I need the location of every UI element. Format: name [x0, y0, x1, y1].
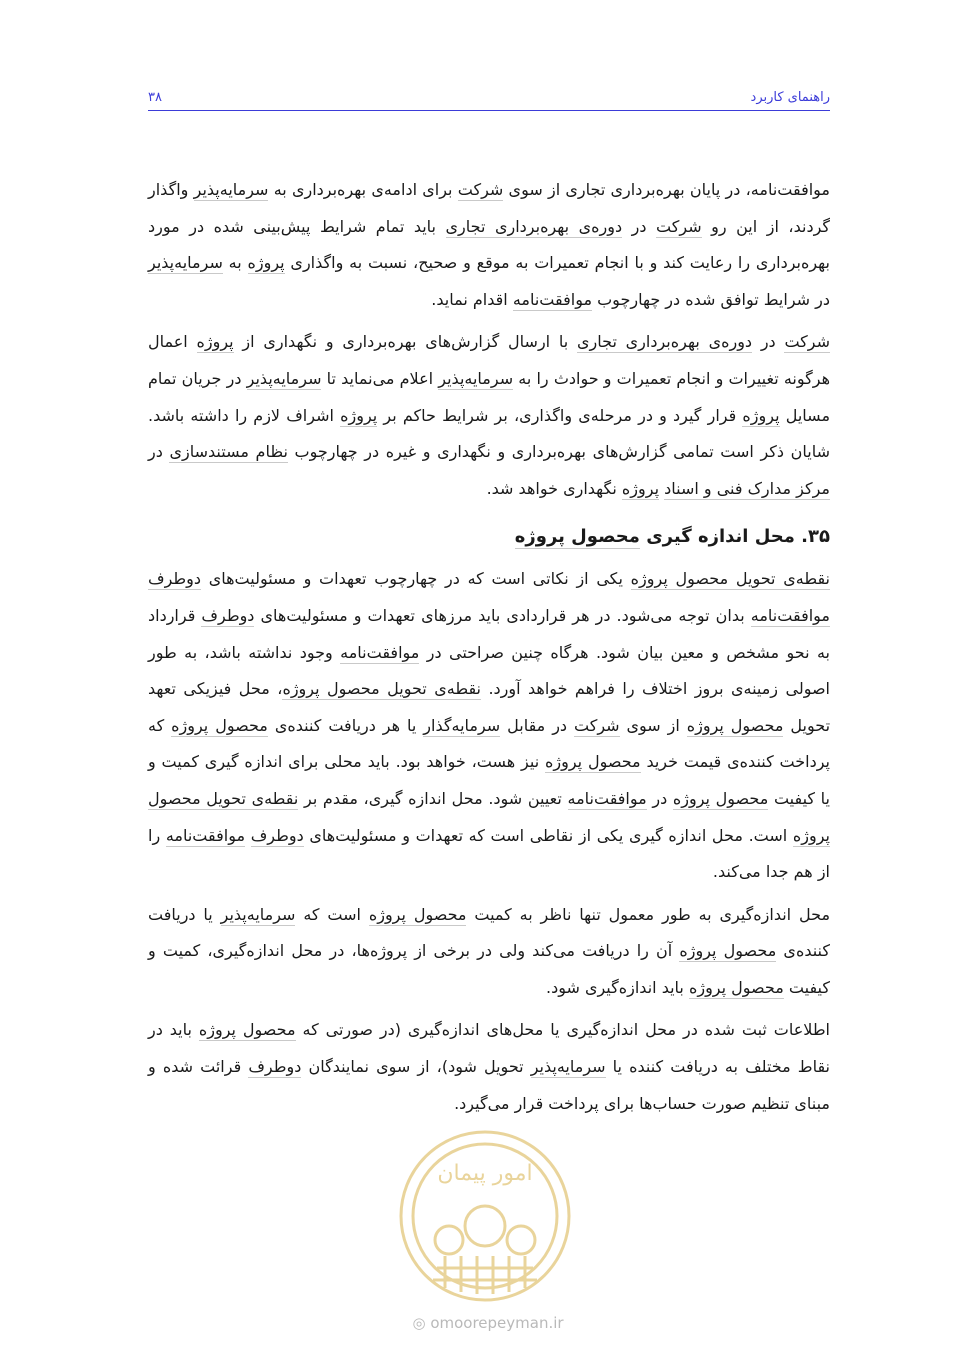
- term-link[interactable]: محصول پروژه: [514, 526, 640, 548]
- page-header: [148, 84, 830, 111]
- header-title: راهنمای کاربرد: [750, 89, 830, 105]
- watermark-site-url: ◎ omoorepeyman.ir: [412, 1314, 564, 1332]
- term-link[interactable]: سرمایه‌پذیر: [148, 253, 223, 273]
- term-link[interactable]: محصول پروژه: [688, 977, 784, 997]
- globe-icon: ◎: [412, 1314, 426, 1332]
- section-heading: ۳۵. محل اندازه گیری محصول پروژه: [514, 526, 830, 548]
- watermark-logo-icon: [397, 1128, 573, 1304]
- term-link[interactable]: نقطه‌ی تحویل محصول پروژه: [630, 569, 830, 589]
- term-link[interactable]: سرمایه‌پذیر: [438, 368, 514, 388]
- term-link[interactable]: محصول پروژه: [198, 1020, 296, 1040]
- term-link[interactable]: موافقت‌نامه: [340, 642, 420, 662]
- term-link[interactable]: محصول پروژه: [171, 715, 268, 735]
- paragraph-4: محل اندازه‌گیری به طور معمول تنها ناظر به کمیت محصول پروژه است که سرمایه‌پذیر یا دریافت کننده‌ی محصول پروژه آن را دریافت می‌کند ولی در برخی از پروژه‌ها، در محل اندازه‌گیری، کمیت و کیفیت محصول پروژه باید اندازه‌گیری شود.: [148, 904, 831, 997]
- term-link[interactable]: موافقت‌نامه: [750, 605, 830, 625]
- term-link[interactable]: محصول پروژه: [679, 941, 777, 961]
- term-link[interactable]: محصول پروژه: [545, 752, 641, 772]
- term-link[interactable]: شرکت: [573, 715, 620, 735]
- term-link[interactable]: سرمایه‌پذیر: [193, 180, 269, 199]
- term-link[interactable]: شرکت: [784, 332, 831, 352]
- term-link[interactable]: پروژه: [196, 332, 234, 352]
- term-link[interactable]: محصول پروژه: [368, 904, 467, 924]
- term-link[interactable]: شرکت: [656, 216, 702, 236]
- page-number: ۳۸: [148, 89, 162, 105]
- term-link[interactable]: سرمایه‌پذیر: [530, 1057, 606, 1077]
- term-link[interactable]: پروژه: [621, 478, 660, 498]
- paragraph-1: موافقت‌نامه، در پایان بهره‌برداری تجاری از سوی شرکت برای ادامه‌ی بهره‌برداری به سرمایه‌پذیر واگذار گردند، از این رو شرکت در دوره‌ی بهره‌برداری تجاری باید تمام شرایط پیش‌بینی شده در مورد بهره‌برداری را رعایت کند و با انجام تعمیرات به موقع و صحیح، نسبت به واگذاری پروژه به سرمایه‌پذیر در شرایط توافق شده در چهارچوب موافقت‌نامه اقدام نماید.: [148, 180, 831, 309]
- term-link[interactable]: سرمایه‌پذیر: [246, 368, 322, 388]
- paragraph-5: اطلاعات ثبت شده در محل اندازه‌گیری یا محل‌های اندازه‌گیری (در صورتی که محصول پروژه باید در نقاط مختلف به دریافت کننده یا سرمایه‌پذیر تحویل شود)، از سوی نمایندگان دوطرف قرائت شده و مبنای تنظیم صورت حساب‌ها برای پرداخت قرار می‌گیرد.: [148, 1020, 830, 1113]
- term-link[interactable]: دوطرف: [250, 825, 304, 845]
- term-link[interactable]: سرمایه‌گذار: [423, 715, 501, 735]
- term-link[interactable]: موافقت‌نامه: [165, 825, 246, 845]
- watermark-logo-text: امور پیمان: [437, 1161, 533, 1186]
- term-link[interactable]: شرکت: [457, 180, 504, 199]
- term-link[interactable]: دوره‌ی بهره‌برداری تجاری: [445, 216, 623, 236]
- paragraph-3: نقطه‌ی تحویل محصول پروژه یکی از نکاتی است که در چهارچوب تعهدات و مسئولیت‌های دوطرف موافقت‌نامه بدان توجه می‌شود. در هر قراردادی باید مرزهای تعهدات و مسئولیت‌های دوطرف قرارداد به نحو مشخص و معین بیان شود. هرگاه چنین صراحتی در موافقت‌نامه وجود نداشته باشد، به طور اصولی زمینه‌ی بروز اختلاف را فراهم خواهد آورد. نقطه‌ی تحویل محصول پروژه، محل فیزیکی تعهد تحویل محصول پروژه از سوی شرکت در مقابل سرمایه‌گذار یا هر دریافت کننده‌ی محصول پروژه که پرداخت کننده‌ی قیمت خرید محصول پروژه نیز هست، خواهد بود. باید محلی برای اندازه گیری کمیت و یا کیفیت محصول پروژه در موافقت‌نامه تعیین شود. محل اندازه گیری، مقدم بر نقطه‌ی تحویل محصول پروژه است. محل اندازه گیری یکی از نقاطی است که تعهدات و مسئولیت‌های دوطرف موافقت‌نامه را از هم جدا می‌کند.: [148, 569, 831, 882]
- term-link[interactable]: محصول پروژه: [672, 788, 769, 808]
- term-link[interactable]: پروژه: [247, 253, 285, 273]
- term-link[interactable]: سرمایه‌پذیر: [220, 904, 296, 924]
- term-link[interactable]: دوره‌ی بهره‌برداری تجاری: [576, 332, 753, 352]
- term-link[interactable]: پروژه: [340, 405, 378, 425]
- page-body: [148, 172, 830, 1128]
- term-link[interactable]: نقطه‌ی تحویل محصول پروژه: [282, 679, 481, 699]
- term-link[interactable]: نظام مستندسازی: [169, 442, 288, 462]
- term-link[interactable]: دوطرف: [148, 569, 201, 589]
- term-link[interactable]: پروژه: [742, 405, 780, 425]
- term-link[interactable]: دوطرف: [201, 605, 255, 625]
- term-link[interactable]: نقطه‌ی تحویل محصول پروژه: [148, 788, 830, 845]
- paragraph-2: شرکت در دوره‌ی بهره‌برداری تجاری با ارسال گزارش‌های بهره‌برداری و نگهداری از پروژه اعمال هرگونه تغییرات و انجام تعمیرات و حوادث را به سرمایه‌پذیر اعلام می‌نماید تا سرمایه‌پذیر در جریان تمام مسایل پروژه قرار گیرد و در مرحله‌ی واگذاری، بر شرایط حاکم بر پروژه اشراف لازم را داشته باشد. شایان ذکر است تمامی گزارش‌های بهره‌برداری و نگهداری و غیره در چهارچوب نظام مستندسازی در مرکز مدارک فنی و اسناد پروژه نگهداری خواهد شد.: [148, 332, 831, 498]
- term-link[interactable]: مرکز مدارک فنی و اسناد: [664, 478, 830, 498]
- term-link[interactable]: دوطرف: [248, 1057, 302, 1077]
- term-link[interactable]: موافقت‌نامه: [567, 788, 647, 808]
- term-link[interactable]: محصول پروژه: [686, 715, 784, 735]
- term-link[interactable]: موافقت‌نامه: [512, 289, 593, 309]
